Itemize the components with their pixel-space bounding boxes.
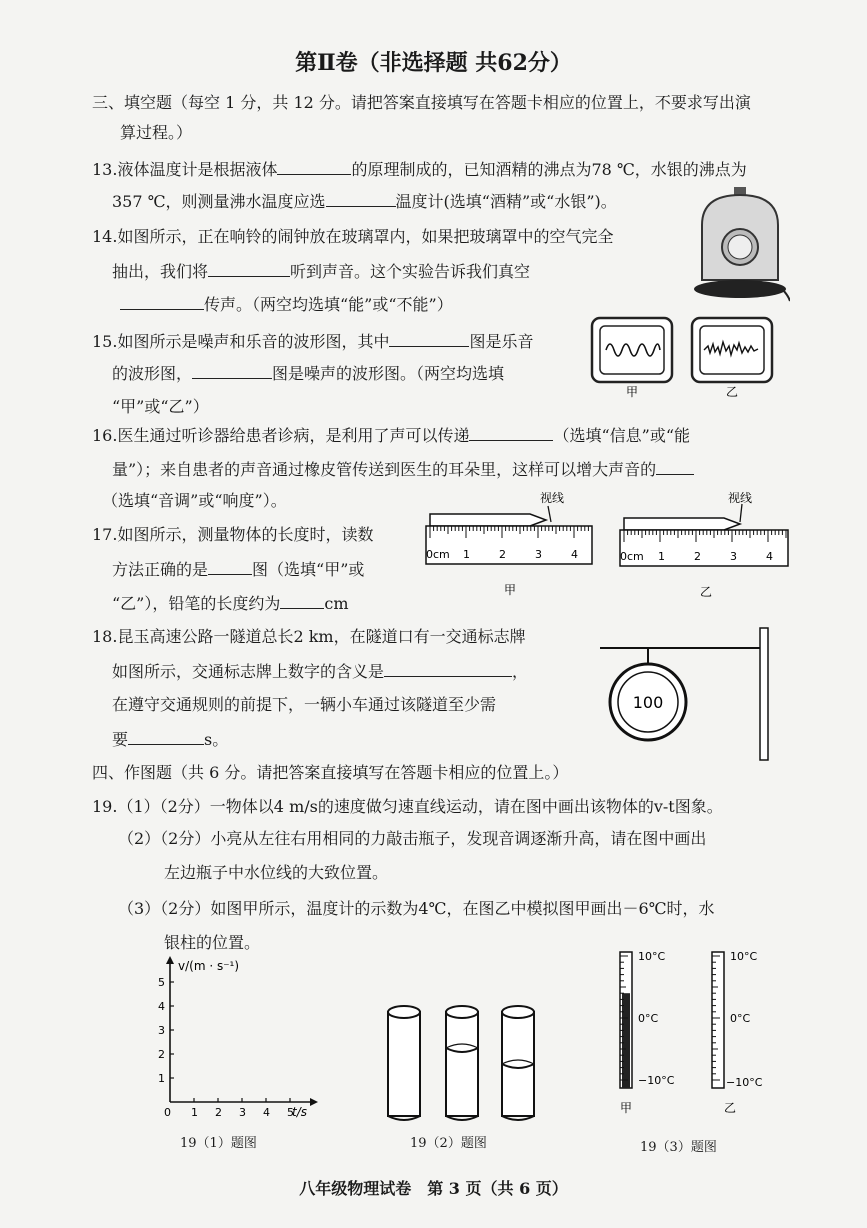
q14-line2: [112, 260, 530, 283]
q17-text-d: cm: [324, 594, 349, 613]
thermo-jia-label: 甲: [620, 1101, 633, 1115]
q13-text-c: 357 ℃，则测量沸水温度应选: [112, 192, 326, 211]
q18-blank-1[interactable]: [384, 660, 512, 677]
thermo-jia-bottom: −10°C: [638, 1074, 675, 1087]
q14-line3: [120, 293, 453, 316]
q18-line2: [112, 660, 528, 683]
ruler-figure-yi: [612, 486, 794, 606]
q14-text-c: 传声。（两空均选填“能”或“不能”）: [204, 295, 453, 314]
section3-header-line1: 三、填空题（每空 1 分，共 12 分。请把答案直接填写在答题卡相应的位置上，不要求写出演: [92, 93, 751, 112]
thermo-yi-bottom: −10°C: [726, 1076, 763, 1089]
sign-pole: [760, 628, 768, 760]
q14-blank-2[interactable]: [120, 293, 204, 310]
q17-text-a: 方法正确的是: [112, 560, 209, 579]
q18-text-c: 要: [112, 730, 129, 749]
q16-line2: [112, 458, 694, 481]
q18-text-d: s。: [204, 730, 229, 749]
caption-19-2: 19（2）题图: [410, 1136, 487, 1151]
ruler-yi-label-0: 0cm: [620, 550, 644, 563]
q18-line1: 18.昆玉高速公路一隧道总长2 km，在隧道口有一交通标志牌: [92, 627, 526, 646]
page-footer: 八年级物理试卷 第 3 页（共 6 页）: [299, 1179, 568, 1198]
v-tick-label: 3: [158, 1024, 165, 1037]
q18-line3: 在遵守交通规则的前提下，一辆小车通过该隧道至少需: [112, 695, 497, 714]
q19-part1: 19.（1）（2分）一物体以4 m/s的速度做匀速直线运动，请在图中画出该物体的v-t图象。: [92, 797, 723, 816]
q17-line1: 17.如图所示，测量物体的长度时，读数: [92, 525, 374, 544]
thermo-yi-mid: 0°C: [730, 1012, 751, 1025]
section4-header: 四、作图题（共 6 分。请把答案直接填写在答题卡相应的位置上。）: [92, 763, 569, 782]
bottle-left: [388, 1006, 420, 1120]
q13-text-a: 13.液体温度计是根据液体: [92, 160, 278, 179]
ruler-yi-label-4: 4: [766, 550, 773, 563]
t-tick-label: 2: [215, 1106, 222, 1119]
q17-text-b: 图（选填“甲”或: [252, 560, 365, 579]
bottles-figure: [380, 998, 560, 1128]
ruler-caption-yi: 乙: [700, 585, 713, 599]
bell-jar-figure: [690, 185, 790, 303]
q19-part3-line1: （3）（2分）如图甲所示，温度计的示数为4℃，在图乙中模拟图甲画出－6℃时，水: [118, 899, 715, 918]
q15-text-d: 图是噪声的波形图。（两空均选填: [272, 364, 505, 383]
ruler-label-4: 4: [571, 548, 578, 561]
v-tick-label: 2: [158, 1048, 165, 1061]
v-tick-label: 5: [158, 976, 165, 989]
q13-line1: [92, 158, 747, 181]
section3-header-line2: 算过程。）: [120, 123, 193, 142]
q15-text-c: 的波形图，: [112, 364, 193, 383]
ruler-yi-label-3: 3: [730, 550, 737, 563]
sign-speed-value: 100: [632, 693, 664, 712]
q15-line1: [92, 330, 533, 353]
ruler-label-3: 3: [535, 548, 542, 561]
thermometer-figure: [600, 946, 780, 1122]
ruler-label-1: 1: [463, 548, 470, 561]
q15-blank-1[interactable]: [389, 330, 469, 347]
pencil-jia: [430, 514, 546, 526]
page-title: 第Ⅱ卷（非选择题 共62分）: [295, 50, 572, 76]
ruler-body-yi: [620, 530, 788, 566]
sight-label-yi: 视线: [728, 491, 753, 505]
q17-blank-1[interactable]: [208, 558, 252, 575]
q17-line2: [112, 558, 364, 581]
q16-blank-2[interactable]: [656, 458, 694, 475]
q16-text-c: 量”）；来自患者的声音通过橡皮管传送到医生的耳朵里，这样可以增大声音的: [112, 460, 657, 479]
ruler-yi-label-2: 2: [694, 550, 701, 563]
q15-text-a: 15.如图所示是噪声和乐音的波形图，其中: [92, 332, 390, 351]
v-tick-label: 4: [158, 1000, 165, 1013]
q14-text-a: 抽出，我们将: [112, 262, 209, 281]
q16-blank-1[interactable]: [469, 424, 553, 441]
q17-text-c: “乙”），铅笔的长度约为: [112, 594, 281, 613]
q16-line1: [92, 424, 690, 447]
wave-label-yi: 乙: [726, 385, 739, 398]
wave-label-jia: 甲: [626, 385, 639, 398]
traffic-sign-figure: [598, 620, 773, 770]
ruler-body-jia: [426, 526, 592, 564]
t-tick-label: 5: [287, 1106, 294, 1119]
q13-line2: [112, 190, 617, 213]
q13-text-b: 的原理制成的，已知酒精的沸点为78 ℃，水银的沸点为: [351, 160, 747, 179]
sight-label-jia: 视线: [540, 491, 565, 505]
clock-face: [728, 235, 752, 259]
q16-text-b: （选填“信息”或“能: [553, 426, 690, 445]
q13-blank-2[interactable]: [326, 190, 396, 207]
sight-line-yi: [740, 504, 742, 522]
q17-blank-2[interactable]: [280, 592, 324, 609]
q18-blank-2[interactable]: [128, 728, 204, 745]
t-axis-arrow: [310, 1098, 318, 1106]
q15-text-b: 图是乐音: [469, 332, 534, 351]
q19-part2-line2: 左边瓶子中水位线的大致位置。: [164, 863, 389, 882]
v-axis-label: v/(m · s⁻¹): [178, 959, 240, 973]
q15-blank-2[interactable]: [192, 362, 272, 379]
thermo-yi-top: 10°C: [730, 950, 758, 963]
caption-19-3: 19（3）题图: [640, 1140, 717, 1155]
waveform-figure: [590, 316, 790, 398]
t-tick-label: 3: [239, 1106, 246, 1119]
q18-text-a: 如图所示，交通标志牌上数字的含义是: [112, 662, 385, 681]
thermo-yi-label: 乙: [724, 1101, 737, 1115]
q14-blank-1[interactable]: [208, 260, 290, 277]
caption-19-1: 19（1）题图: [180, 1136, 257, 1151]
q13-text-d: 温度计(选填“酒精”或“水银”)。: [395, 192, 617, 211]
sight-line-jia: [548, 506, 551, 522]
ruler-label-0: 0cm: [426, 548, 450, 561]
pencil-yi: [624, 518, 740, 530]
q13-blank-1[interactable]: [277, 158, 351, 175]
ruler-yi-label-1: 1: [658, 550, 665, 563]
t-tick-label: 1: [191, 1106, 198, 1119]
vt-graph: [150, 952, 330, 1122]
q14-line1: 14.如图所示，正在响铃的闹钟放在玻璃罩内，如果把玻璃罩中的空气完全: [92, 227, 614, 246]
thermo-jia-mid: 0°C: [638, 1012, 659, 1025]
ruler-caption-jia: 甲: [504, 583, 517, 597]
ruler-figure-jia: [418, 486, 596, 606]
q18-text-b: ，: [512, 662, 529, 681]
q19-part3-line2: 银柱的位置。: [164, 933, 261, 952]
q19-part2-line1: （2）（2分）小亮从左往右用相同的力敲击瓶子，发现音调逐渐升高，请在图中画出: [118, 829, 707, 848]
t-tick-label: 4: [263, 1106, 270, 1119]
v-tick-label: 1: [158, 1072, 165, 1085]
q14-text-b: 听到声音。这个实验告诉我们真空: [290, 262, 531, 281]
ruler-label-2: 2: [499, 548, 506, 561]
v-axis-arrow: [166, 956, 174, 964]
bottle-middle: [446, 1006, 478, 1120]
jar-knob: [734, 187, 746, 195]
thermo-jia-top: 10°C: [638, 950, 666, 963]
t-axis-label: t/s: [292, 1105, 307, 1119]
q15-line2: [112, 362, 504, 385]
t-tick-label: 0: [164, 1106, 171, 1119]
bottle-right: [502, 1006, 534, 1120]
vacuum-tube: [782, 289, 790, 301]
q17-line3: [112, 592, 349, 615]
jar-base: [694, 280, 786, 298]
vt-ticks: [158, 976, 294, 1119]
q18-line4: [112, 728, 228, 751]
q15-line3: “甲”或“乙”）: [112, 397, 209, 416]
q16-text-a: 16.医生通过听诊器给患者诊病，是利用了声可以传递: [92, 426, 470, 445]
q16-line3: （选填“音调”或“响度”）。: [102, 491, 287, 510]
